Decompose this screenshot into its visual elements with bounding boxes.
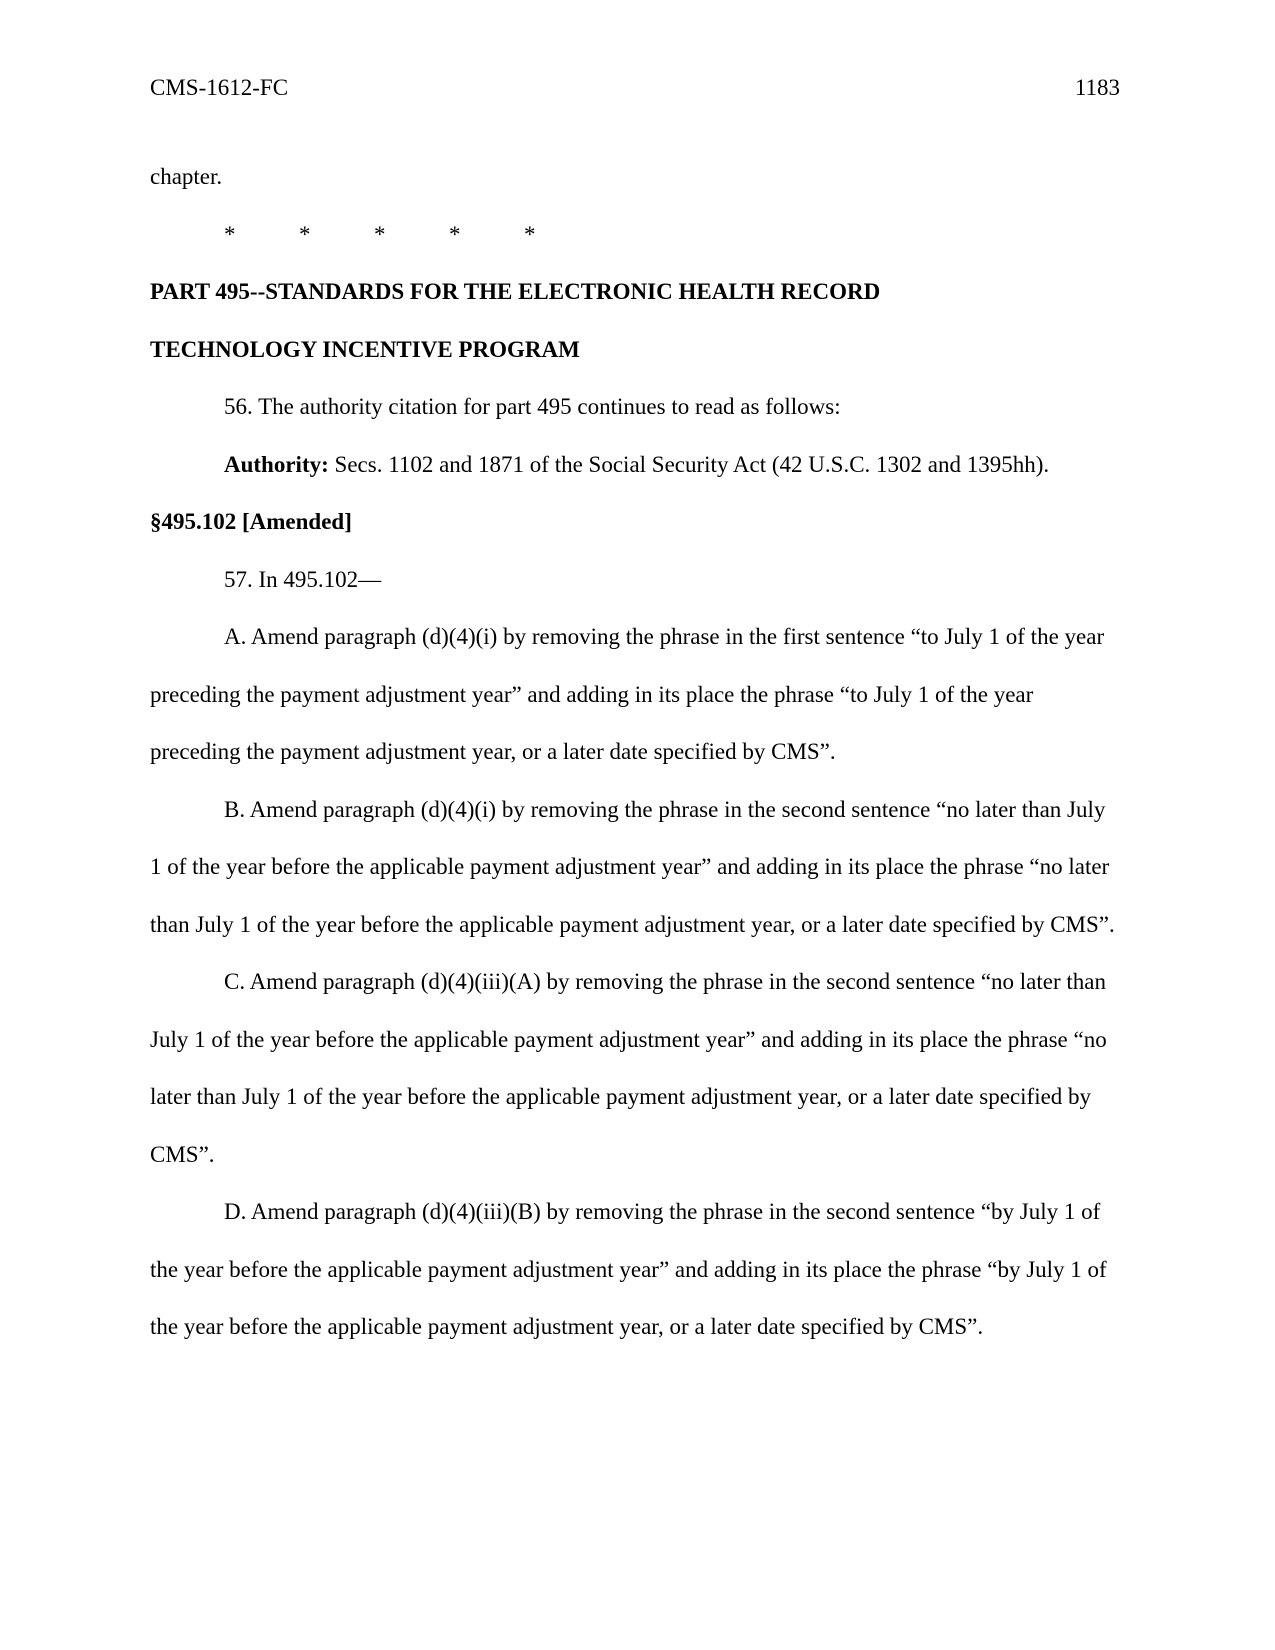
authority-paragraph <box>150 436 1120 494</box>
star: * <box>224 221 236 247</box>
continuation-text: chapter. <box>150 164 223 189</box>
item-57: 57. In 495.102— <box>224 566 382 592</box>
section-heading: §495.102 [Amended] <box>150 509 352 534</box>
star: * <box>374 221 386 247</box>
document-id: CMS-1612-FC <box>150 75 289 100</box>
star: * <box>449 221 461 247</box>
paragraph-d: D. Amend paragraph (d)(4)(iii)(B) by removing the phrase in the second sentence “by July 1 of the year before the applicable payment adjustment year” and adding in its place the phrase “by July 1 of the year before the applicable payment adjustment year, or a later date specified by CMS”. <box>150 1199 1107 1339</box>
paragraph-c: C. Amend paragraph (d)(4)(iii)(A) by removing the phrase in the second sentence “no later than July 1 of the year before the applicable payment adjustment year” and adding in its place the phrase “no later than July 1 of the year before the applicable payment adjustment year, or a later date specified by CMS”. <box>150 969 1107 1167</box>
paragraph-b: B. Amend paragraph (d)(4)(i) by removing the phrase in the second sentence “no later than July 1 of the year before the applicable payment adjustment year” and adding in its place the phrase “no later than July 1 of the year before the applicable payment adjustment year, or a later date specified by CMS”. <box>150 796 1115 937</box>
star: * <box>299 221 311 247</box>
authority-text: Secs. 1102 and 1871 of the Social Security Act (42 U.S.C. 1302 and 1395hh). <box>328 451 1050 477</box>
omission-stars <box>150 206 1120 264</box>
part-heading-line1: PART 495--STANDARDS FOR THE ELECTRONIC HEALTH RECORD <box>150 279 881 304</box>
document-body <box>150 148 1120 1356</box>
paragraph-a: A. Amend paragraph (d)(4)(i) by removing the phrase in the first sentence “to July 1 of the year preceding the payment adjustment year” and adding in its place the phrase “to July 1 of the year preceding the payment adjustment year, or a later date specified by CMS”. <box>150 624 1105 764</box>
running-header <box>150 72 1120 104</box>
star: * <box>524 221 536 247</box>
authority-label: Authority: <box>224 451 329 477</box>
item-56: 56. The authority citation for part 495 continues to read as follows: <box>224 394 841 419</box>
part-heading-line2: TECHNOLOGY INCENTIVE PROGRAM <box>150 336 580 362</box>
page-number: 1183 <box>1074 75 1120 100</box>
